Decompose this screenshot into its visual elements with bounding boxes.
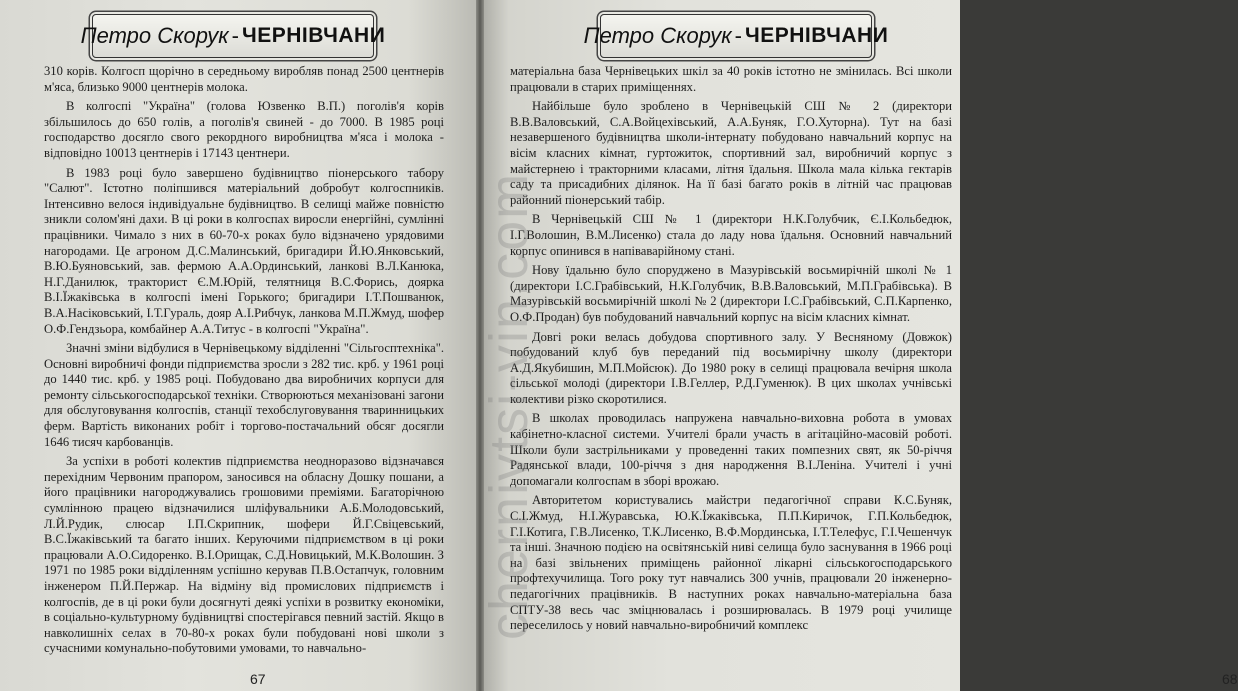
left-page-body — [44, 64, 444, 661]
left-page-header — [80, 14, 386, 58]
paragraph: В Чернівецькій СШ № 1 (директори Н.К.Голубчик, Є.І.Кольбедюк, І.Г.Волошин, В.М.Лисенко) стала до ладу нова їдальня. Основний навчальний корпус опинився в напіваварійному стані. — [510, 212, 952, 258]
paragraph: В колгоспі "Україна" (голова Юзвенко В.П.) поголів'я корів збільшилось до 650 голів, а поголів'я свиней - до 7000. В 1985 році господарство досягло свого рекордного виробництва м'яса і молока - відповідно 10013 центнерів і 17143 центнери. — [44, 99, 444, 160]
header-place: ЧЕРНІВЧАНИ — [745, 24, 889, 47]
header-place: ЧЕРНІВЧАНИ — [242, 24, 386, 47]
right-page-header — [583, 14, 889, 58]
paragraph: За успіхи в роботі колектив підприємства неодноразово відзначався перехідним Червоним прапором, заносився на обласну Дошку пошани, а його працівники нагороджувались грошовими преміями. Багаторічною сумлінною працею відзначилися шліфувальники А.Б.Молодовський, Л.Й.Рудик, слюсар І.П.Скрипник, шофери Й.Г.Свіцевський, В.С.Їжаківський та багато інших. Керуючими підприємством в ці роки працювали А.О.Сидоренко. В.І.Орищак, С.Д.Новицький, М.К.Волошин. З 1971 по 1985 роки відділенням успішно керував П.В.Остапчук, головним інженером П.Й.Пержар. На відміну від промислових підприємств і колгоспів, де в ці роки були досягнуті деякі успіхи в розвитку економіки, в соціально-культурному будівництві спостерігався певний застій. Якщо в навколишніх селах в 70-80-х роках були побудовані нові школи з сучасними комунально-побутовими умовами, то навчально- — [44, 454, 444, 656]
paragraph: Нову їдальню було споруджено в Мазурівській восьмирічній школі № 1 (директори І.С.Грабівський, Н.К.Голубчик, В.В.Валовський, М.П.Грабівська). В Мазурівській восьмирічній школі № 2 (директори І.С.Грабівський, С.П.Карпенко, О.Ф.Продан) був побудований навчальний корпус на вісім класних кімнат. — [510, 263, 952, 324]
paragraph: 310 корів. Колгосп щорічно в середньому виробляв понад 2500 центнерів м'яса, близько 9000 центнерів молока. — [44, 64, 444, 94]
header-author: Петро Скорук — [80, 23, 229, 48]
header-dash: - — [231, 23, 239, 48]
header-dash: - — [734, 23, 742, 48]
left-page-number: 67 — [250, 671, 266, 687]
paragraph: В школах проводилась напружена навчально-виховна робота в умовах кабінетно-класної системи. Учителі брали участь в агітаційно-масовій роботі. Школи були застрільниками у проведенні таких помпезних свят, як 50-річчя Радянської влади, 100-річчя з дня народження В.І.Леніна. Учителі і учні допомагали колгоспам в зборі врожаю. — [510, 411, 952, 488]
paragraph: В 1983 році було завершено будівництво піонерського табору "Салют". Істотно поліпшився матеріальний добробут колгоспників. Інтенсивно велося індивідуальне будівництво. В селищі майже повністю зникли солом'яні дахи. В ці роки в колгоспах виросли енергійні, сумлінні працівники. Чимало з них в 60-70-х роках було відзначено урядовими нагородами. Це агроном Д.С.Малинський, бригадири Й.Ю.Янковський, В.Ю.Буяновський, зав. фермою А.А.Ординський, ланкові В.Л.Канюка, Н.Г.Данилюк, тракторист Є.М.Юрій, телятниця В.С.Форись, доярка В.І.Їжаківська в колгоспі імені Горького; бригадири І.Т.Пошванюк, В.А.Насіковський, І.Т.Гураль, дояр А.І.Рибчук, ланкова М.П.Жмуд, шофер О.Ф.Гендзьора, комбайнер А.А.Титус - в колгоспі "Україна". — [44, 165, 444, 336]
paragraph: Значні зміни відбулися в Чернівецькому відділенні "Сільгосптехніка". Основні виробничі фонди підприємства зросли з 282 тис. крб. у 1961 році до 1440 тис. крб. у 1985 році. Побудовано два виробничих корпуси для ремонту сільськогосподарської техніки. Створюються механізовані загони для обслуговування колгоспів, станції техобслуговування тваринницьких ферм. Вартість виконаних робіт і торгово-постачальний обсяг досягли 1646 тисяч карбованців. — [44, 341, 444, 449]
right-page-number: 68 — [1222, 671, 1238, 687]
right-page-body — [510, 64, 952, 638]
book-gutter — [476, 0, 484, 691]
header-author: Петро Скорук — [583, 23, 732, 48]
paragraph: Довгі роки велась добудова спортивного залу. У Весняному (Довжок) побудований клуб був переданий під восьмирічну школу (директори А.Д.Якубишин, М.П.Мойсюк). До 1980 року в селищі працювала вечірня школа сільської молоді (директори І.В.Геллер, Р.Д.Гуменюк). В цих школах учнівські колективи різко скоротилися. — [510, 329, 952, 406]
watermark: chernivtsi-vin.com — [479, 171, 539, 640]
paragraph: Авторитетом користувались майстри педагогічної справи К.С.Буняк, С.І.Жмуд, Н.І.Журавська, Ю.К.Їжаківська, П.П.Киричок, Г.П.Кольбедюк, Г.І.Котига, Г.В.Лисенко, Т.К.Лисенко, В.Ф.Мординська, І.Т.Телефус, Г.І.Чешенчук та інші. Значною подією на освітянській ниві селища було заснування в 1966 році на базі звільнених приміщень районної лікарні сільськогосподарського профтехучилища. Того року тут навчались 300 учнів, працювали 20 інженерно-педагогічних працівників. В наступних роках навчально-матеріальна база СПТУ-38 весь час зміцнювалась і розширювалась. В 1979 році училище переселилось у новий навчально-виробничий комплекс — [510, 493, 952, 633]
paragraph: матеріальна база Чернівецьких шкіл за 40 років істотно не змінилась. Всі школи працювали в старих приміщеннях. — [510, 64, 952, 94]
paragraph: Найбільше було зроблено в Чернівецькій СШ № 2 (директори В.В.Валовський, С.А.Войцехівський, А.А.Буняк, Г.О.Хуторна). Тут на базі незавершеного будівництва школи-інтернату побудовано навчальний корпус на вісім класних кімнат, гуртожиток, спортивний зал, виробничий корпус з майстернею і тракторними класами, літня їдальня. Школа мала кілька гектарів саду та присадибних ділянок. На її базі багато років в літній час працював районний піонерський табір. — [510, 99, 952, 207]
